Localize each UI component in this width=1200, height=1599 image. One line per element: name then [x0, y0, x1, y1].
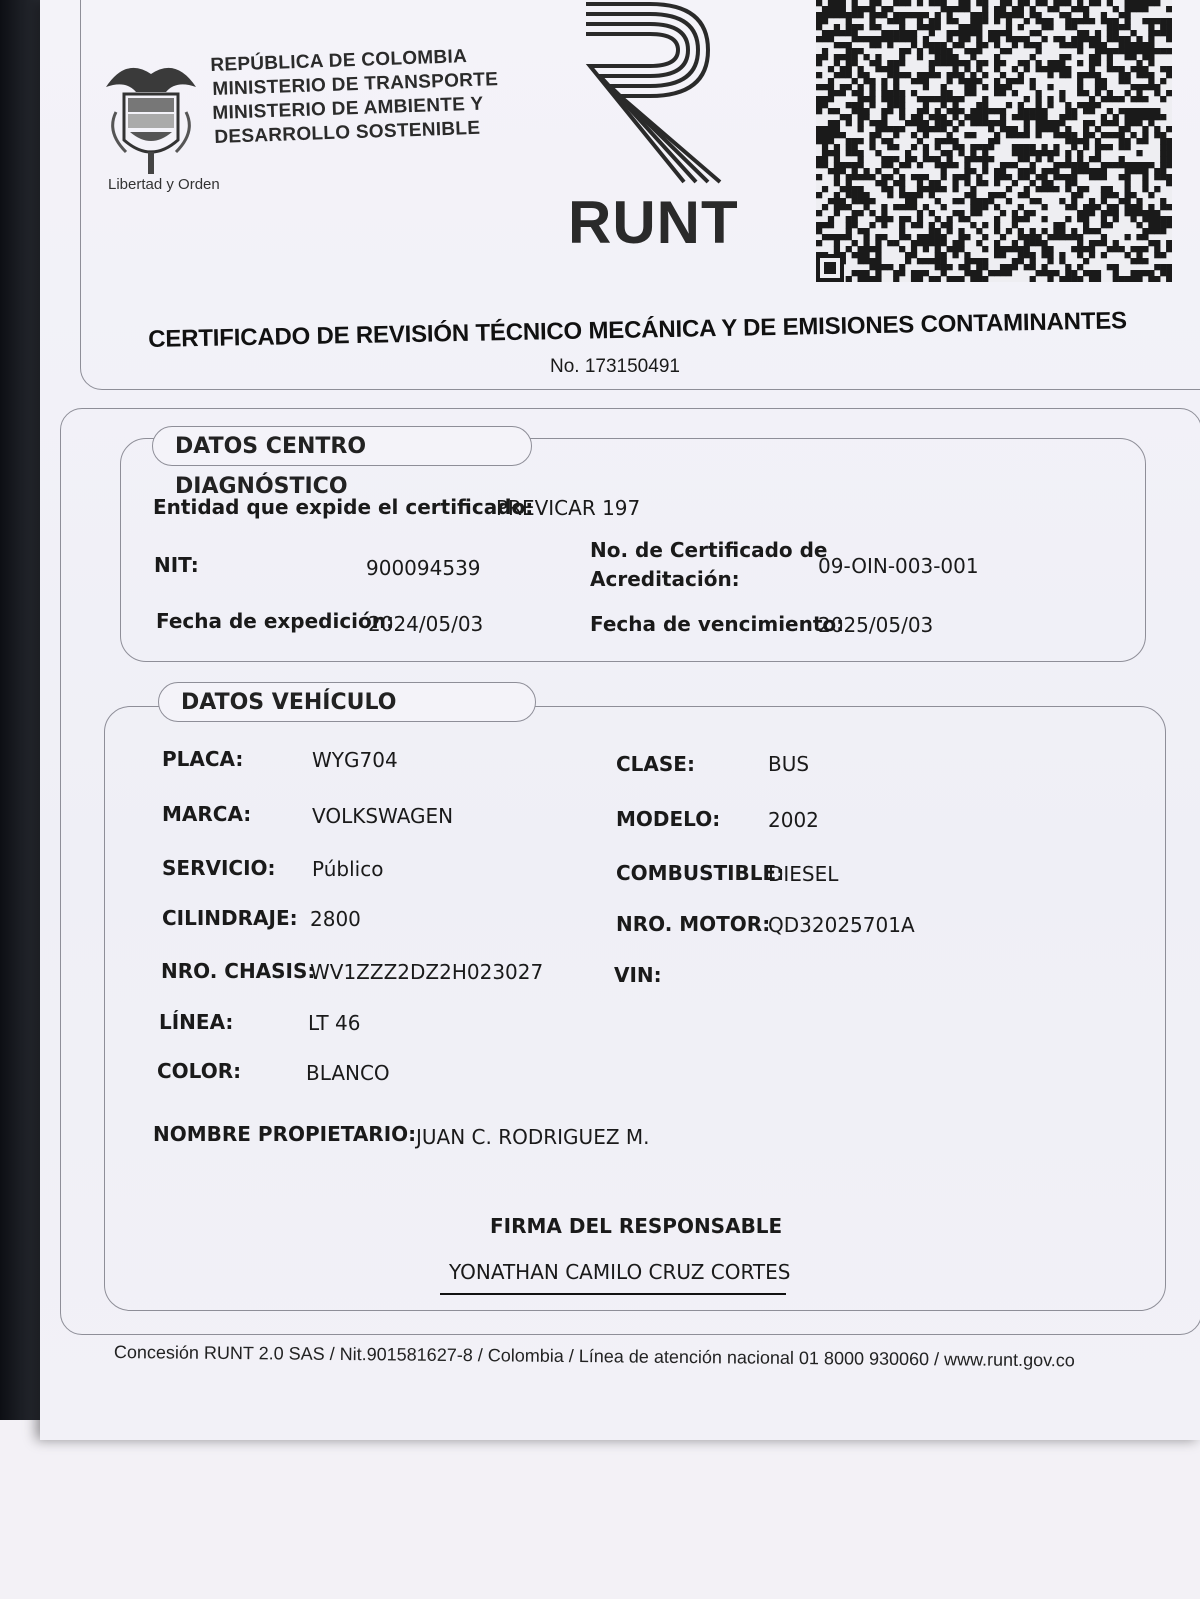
certificate-title: CERTIFICADO DE REVISIÓN TÉCNICO MECÁNICA Y DE EMISIONES CONTAMINANTES: [148, 307, 1128, 353]
color-label: COLOR:: [157, 1059, 242, 1083]
marca-label: MARCA:: [162, 802, 252, 826]
qr-code: [816, 0, 1172, 282]
vin-label: VIN:: [614, 963, 662, 987]
runt-logo-icon: [580, 0, 730, 190]
entidad-value: PREVICAR 197: [496, 496, 641, 520]
acreditacion-value: 09-OIN-003-001: [818, 554, 979, 578]
emblem-motto: Libertad y Orden: [108, 176, 220, 193]
runt-logo-text: RUNT: [568, 189, 739, 256]
fecha-vencimiento-value: 2025/05/03: [818, 613, 934, 637]
certificate-document: [40, 0, 1200, 1440]
fecha-expedicion-label: Fecha de expedición:: [156, 609, 395, 633]
acreditacion-label-line2: Acreditación:: [590, 567, 740, 591]
acreditacion-label-line1: No. de Certificado de: [590, 538, 828, 562]
coat-of-arms-icon: [96, 52, 206, 182]
motor-label: NRO. MOTOR:: [616, 912, 771, 936]
linea-value: LT 46: [308, 1011, 361, 1035]
color-value: BLANCO: [306, 1061, 390, 1085]
chasis-value: WV1ZZZ2DZ2H023027: [310, 960, 544, 984]
cilindraje-label: CILINDRAJE:: [162, 906, 298, 930]
signature-line: [440, 1293, 786, 1295]
clase-label: CLASE:: [616, 752, 695, 776]
issuer-line-2: MINISTERIO DE TRANSPORTE: [212, 69, 499, 100]
section-title-vehiculo: DATOS VEHÍCULO: [158, 682, 536, 722]
entidad-label: Entidad que expide el certificado:: [153, 495, 534, 519]
nit-value: 900094539: [366, 556, 481, 580]
motor-value: QD32025701A: [768, 913, 915, 937]
table-surface: [0, 1420, 1200, 1599]
issuer-line-1: REPÚBLICA DE COLOMBIA: [210, 46, 468, 76]
combustible-label: COMBUSTIBLE:: [616, 861, 785, 885]
servicio-label: SERVICIO:: [162, 856, 276, 880]
firma-name: YONATHAN CAMILO CRUZ CORTES: [449, 1260, 791, 1284]
propietario-value: JUAN C. RODRIGUEZ M.: [416, 1125, 650, 1149]
servicio-value: Público: [312, 857, 384, 881]
linea-label: LÍNEA:: [159, 1010, 234, 1034]
modelo-value: 2002: [768, 808, 819, 832]
certificate-number: No. 173150491: [550, 356, 680, 377]
section-title-centro: DATOS CENTRO DIAGNÓSTICO: [152, 426, 532, 466]
chasis-label: NRO. CHASIS:: [161, 959, 316, 983]
nit-label: NIT:: [154, 553, 199, 577]
issuer-line-4: DESARROLLO SOSTENIBLE: [214, 117, 481, 148]
firma-label: FIRMA DEL RESPONSABLE: [490, 1214, 783, 1238]
issuer-line-3: MINISTERIO DE AMBIENTE Y: [212, 93, 484, 124]
cilindraje-value: 2800: [310, 907, 361, 931]
clase-value: BUS: [768, 752, 810, 776]
placa-value: WYG704: [312, 748, 398, 772]
placa-label: PLACA:: [162, 747, 244, 771]
fecha-vencimiento-label: Fecha de vencimiento:: [590, 612, 845, 636]
combustible-value: DIESEL: [768, 862, 839, 886]
marca-value: VOLKSWAGEN: [312, 804, 454, 828]
propietario-label: NOMBRE PROPIETARIO:: [153, 1122, 417, 1146]
fecha-expedicion-value: 2024/05/03: [368, 612, 484, 636]
footer-text: Concesión RUNT 2.0 SAS / Nit.901581627-8 / Colombia / Línea de atención nacional 01 8000 930060 / www.runt.gov.co: [113, 1342, 1075, 1371]
modelo-label: MODELO:: [616, 807, 721, 831]
